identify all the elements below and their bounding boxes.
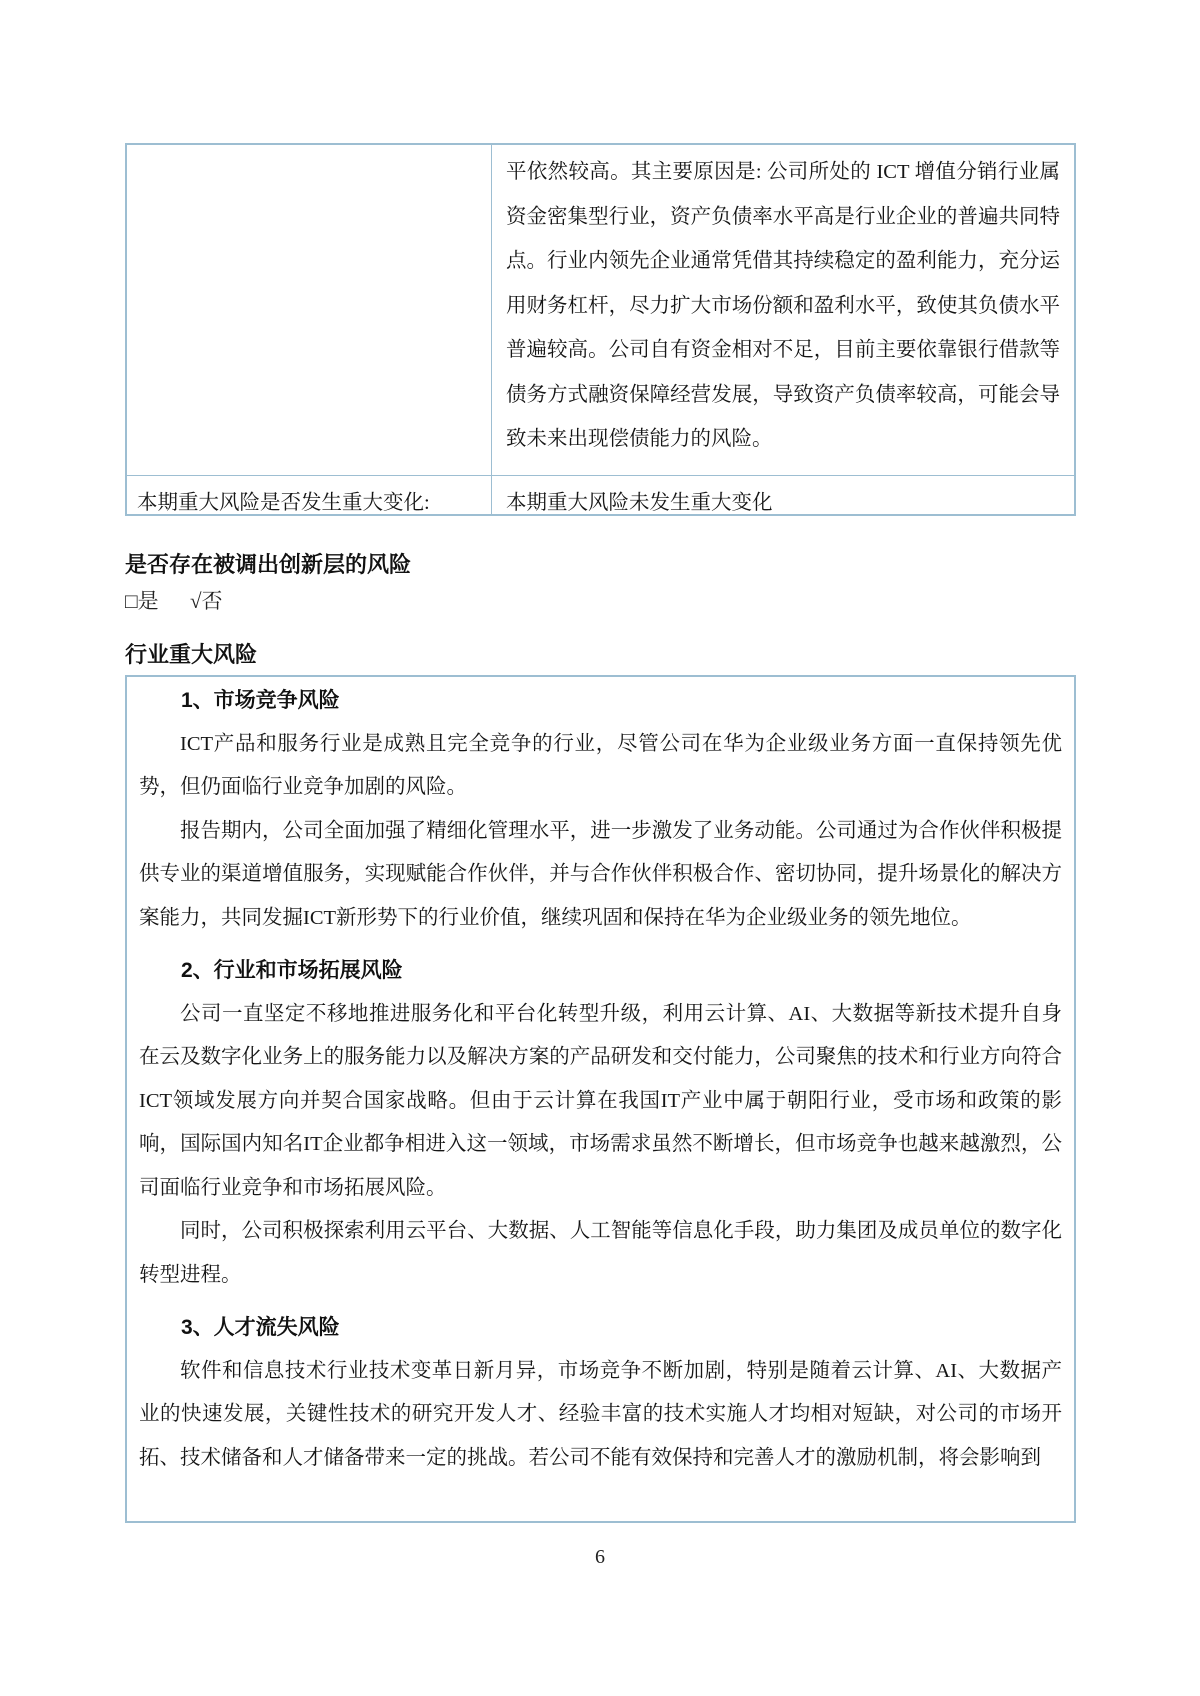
change-question-label: 本期重大风险是否发生重大变化:	[137, 492, 430, 514]
industry-risk-box	[125, 675, 1076, 1523]
risk-section-1-paragraph-1: ICT产品和服务行业是成熟且完全竞争的行业，尽管公司在华为企业级业务方面一直保持领先优势，但仍面临行业竞争加剧的风险。	[139, 732, 1062, 798]
industry-risk-heading: 行业重大风险	[125, 642, 258, 667]
checkbox-option-no: √否	[189, 589, 223, 613]
risk-section-1-paragraph-2: 报告期内，公司全面加强了精细化管理水平，进一步激发了业务动能。公司通过为合作伙伴积极提供专业的渠道增值服务，实现赋能合作伙伴，并与合作伙伴积极合作、密切协同，提升场景化的解决方案能力，共同发掘ICT新形势下的行业价值，继续巩固和保持在华为企业级业务的领先地位。	[139, 819, 1062, 929]
table-cell-risk-label-empty	[127, 145, 492, 475]
table-cell-change-answer	[492, 475, 1074, 514]
innovation-layer-options	[125, 585, 222, 615]
table-cell-change-question	[127, 475, 492, 514]
table-cell-risk-description	[492, 145, 1074, 475]
page-number: 6	[595, 1546, 605, 1568]
risk-section-2-paragraph-1: 公司一直坚定不移地推进服务化和平台化转型升级，利用云计算、AI、大数据等新技术提升自身在云及数字化业务上的服务能力以及解决方案的产品研发和交付能力，公司聚焦的技术和行业方向符合ICT领域发展方向并契合国家战略。但由于云计算在我国IT产业中属于朝阳行业，受市场和政策的影响，国际国内知名IT企业都争相进入这一领域，市场需求虽然不断增长，但市场竞争也越来越激烈，公司面临行业竞争和市场拓展风险。	[139, 1002, 1062, 1199]
risk-summary-table	[125, 143, 1076, 516]
risk-description-paragraph: 平依然较高。其主要原因是: 公司所处的 ICT 增值分销行业属资金密集型行业，资产负债率水平高是行业企业的普遍共同特点。行业内领先企业通常凭借其持续稳定的盈利能力，充分运用财务杠杆，尽力扩大市场份额和盈利水平，致使其负债水平普遍较高。公司自有资金相对不足，目前主要依靠银行借款等债务方式融资保障经营发展，导致资产负债率较高，可能会导致未来出现偿债能力的风险。	[506, 161, 1060, 450]
risk-section-3-paragraph-1: 软件和信息技术行业技术变革日新月异，市场竞争不断加剧，特别是随着云计算、AI、大数据产业的快速发展，关键性技术的研究开发人才、经验丰富的技术实施人才均相对短缺，对公司的市场开拓、技术储备和人才储备带来一定的挑战。若公司不能有效保持和完善人才的激励机制，将会影响到	[139, 1359, 1062, 1469]
risk-section-title-2: 2、行业和市场拓展风险	[181, 959, 403, 982]
risk-section-title-3: 3、人才流失风险	[181, 1316, 340, 1339]
risk-section-2-paragraph-2: 同时，公司积极探索利用云平台、大数据、人工智能等信息化手段，助力集团及成员单位的数字化转型进程。	[139, 1220, 1062, 1286]
innovation-layer-question-heading: 是否存在被调出创新层的风险	[125, 552, 412, 577]
change-answer-text: 本期重大风险未发生重大变化	[506, 492, 773, 514]
checkbox-option-yes: □是	[125, 589, 159, 613]
risk-section-title-1: 1、市场竞争风险	[181, 689, 340, 712]
